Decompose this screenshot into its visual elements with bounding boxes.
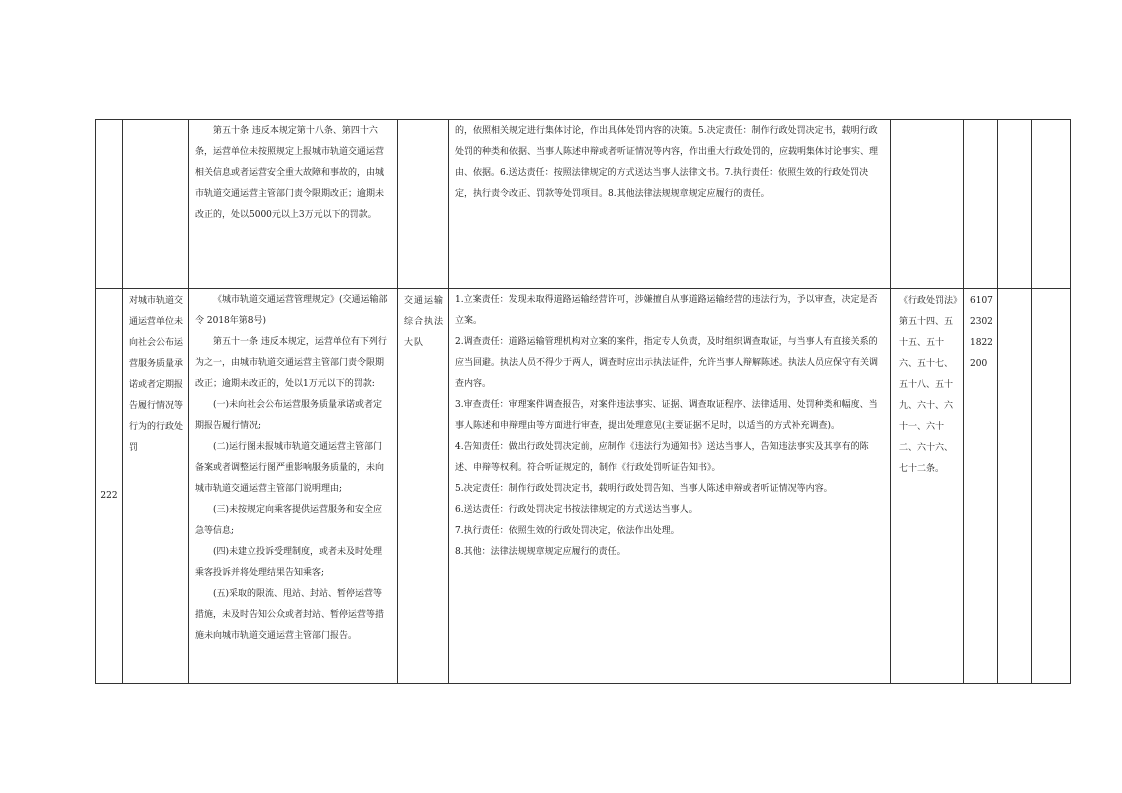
basis-cell	[891, 289, 964, 684]
law-basis-cell	[189, 120, 398, 289]
remark-cell	[1032, 289, 1071, 684]
law-item: (一)未向社会公布运营服务质量承诺或者定期报告履行情况;	[195, 400, 383, 431]
responsibility-item: 3.审查责任：审理案件调查报告，对案件违法事实、证据、调查取证程序、法律适用、处罚种类和幅度、当事人陈述和申辩理由等方面进行审查，提出处理意见(主要证据不足时，以适当的方式补充调查)。	[455, 400, 878, 431]
remark-cell	[1032, 120, 1071, 289]
extra-cell	[998, 289, 1032, 684]
department-text: 交通运输综合执法大队	[404, 296, 445, 348]
seq-number: 222	[100, 491, 118, 501]
code-text: 610723021822200	[970, 296, 993, 369]
basis-cell	[891, 120, 964, 289]
seq-cell	[96, 120, 123, 289]
law-intro: 《城市轨道交通运营管理规定》(交通运输部令 2018年第8号)	[195, 295, 388, 326]
basis-text: 《行政处罚法》第五十四、五十五、五十六、五十七、五十八、五十九、六十、六十一、六十二、六十六、七十二条。	[899, 296, 958, 474]
law-item: (五)采取的限流、甩站、封站、暂停运营等措施，未及时告知公众或者封站、暂停运营等措施未向城市轨道交通运营主管部门报告。	[195, 589, 385, 641]
responsibility-item: 1.立案责任：发现未取得道路运输经营许可，涉嫌擅自从事道路运输经营的违法行为，予以审查，决定是否立案。	[455, 295, 878, 326]
responsibility-item: 8.其他：法律法规规章规定应履行的责任。	[455, 547, 626, 557]
table-row	[96, 120, 1071, 289]
law-item: (四)未建立投诉受理制度，或者未及时处理乘客投诉并将处理结果告知乘客;	[195, 547, 383, 578]
extra-cell	[998, 120, 1032, 289]
subject-text: 对城市轨道交通运营单位未向社会公布运营服务质量承诺或者定期报告履行情况等行为的行政处罚	[129, 296, 184, 453]
seq-cell	[96, 289, 123, 684]
responsibility-item: 5.决定责任：制作行政处罚决定书，载明行政处罚告知、当事人陈述申辩或者听证情况等内容。	[455, 484, 833, 494]
responsibility-item: 4.告知责任：做出行政处罚决定前，应制作《违法行为通知书》送达当事人，告知违法事实及其享有的陈述、申辩等权利。符合听证规定的，制作《行政处罚听证告知书》。	[455, 442, 869, 473]
law-item: (二)运行图未报城市轨道交通运营主管部门备案或者调整运行图严重影响服务质量的，未向城市轨道交通运营主管部门说明理由;	[195, 442, 385, 494]
department-cell	[398, 120, 449, 289]
law-article: 第五十一条 违反本规定，运营单位有下列行为之一，由城市轨道交通运营主管部门责令限期改正；逾期未改正的，处以1万元以下的罚款:	[195, 337, 387, 389]
department-cell	[398, 289, 449, 684]
law-basis-cell	[189, 289, 398, 684]
responsibility-item: 7.执行责任：依照生效的行政处罚决定，依法作出处理。	[455, 526, 680, 536]
code-cell	[964, 289, 998, 684]
subject-cell	[123, 289, 189, 684]
responsibility-item: 6.送达责任：行政处罚决定书按法律规定的方式送达当事人。	[455, 505, 698, 515]
responsibility-cell	[449, 120, 891, 289]
responsibility-item: 2.调查责任：道路运输管理机构对立案的案件，指定专人负责，及时组织调查取证，与当事人有直接关系的应当回避。执法人员不得少于两人，调查时应出示执法证件，允许当事人辩解陈述。执法人员应保守有关调查内容。	[455, 337, 879, 389]
responsibility-cell	[449, 289, 891, 684]
subject-cell	[123, 120, 189, 289]
power-list-table	[95, 119, 1071, 684]
law-text: 第五十条 违反本规定第十八条、第四十六条，运营单位未按照规定上报城市轨道交通运营相关信息或者运营安全重大故障和事故的，由城市轨道交通运营主管部门责令限期改正；逾期未改正的，处以5000元以上3万元以下的罚款。	[195, 126, 385, 220]
law-item: (三)未按规定向乘客提供运营服务和安全应急等信息;	[195, 505, 383, 536]
code-cell	[964, 120, 998, 289]
responsibility-text: 的，依照相关规定进行集体讨论，作出具体处罚内容的决策。5.决定责任：制作行政处罚决定书，载明行政处罚的种类和依据、当事人陈述申辩或者听证情况等内容，作出重大行政处罚的，应载明集体讨论事实、理由、依据。6.送达责任：按照法律规定的方式送达当事人法律文书。7.执行责任：依照生效的行政处罚决定，执行责令改正、罚款等处罚项目。8.其他法律法规规章规定应履行的责任。	[455, 126, 879, 199]
table-row	[96, 289, 1071, 684]
